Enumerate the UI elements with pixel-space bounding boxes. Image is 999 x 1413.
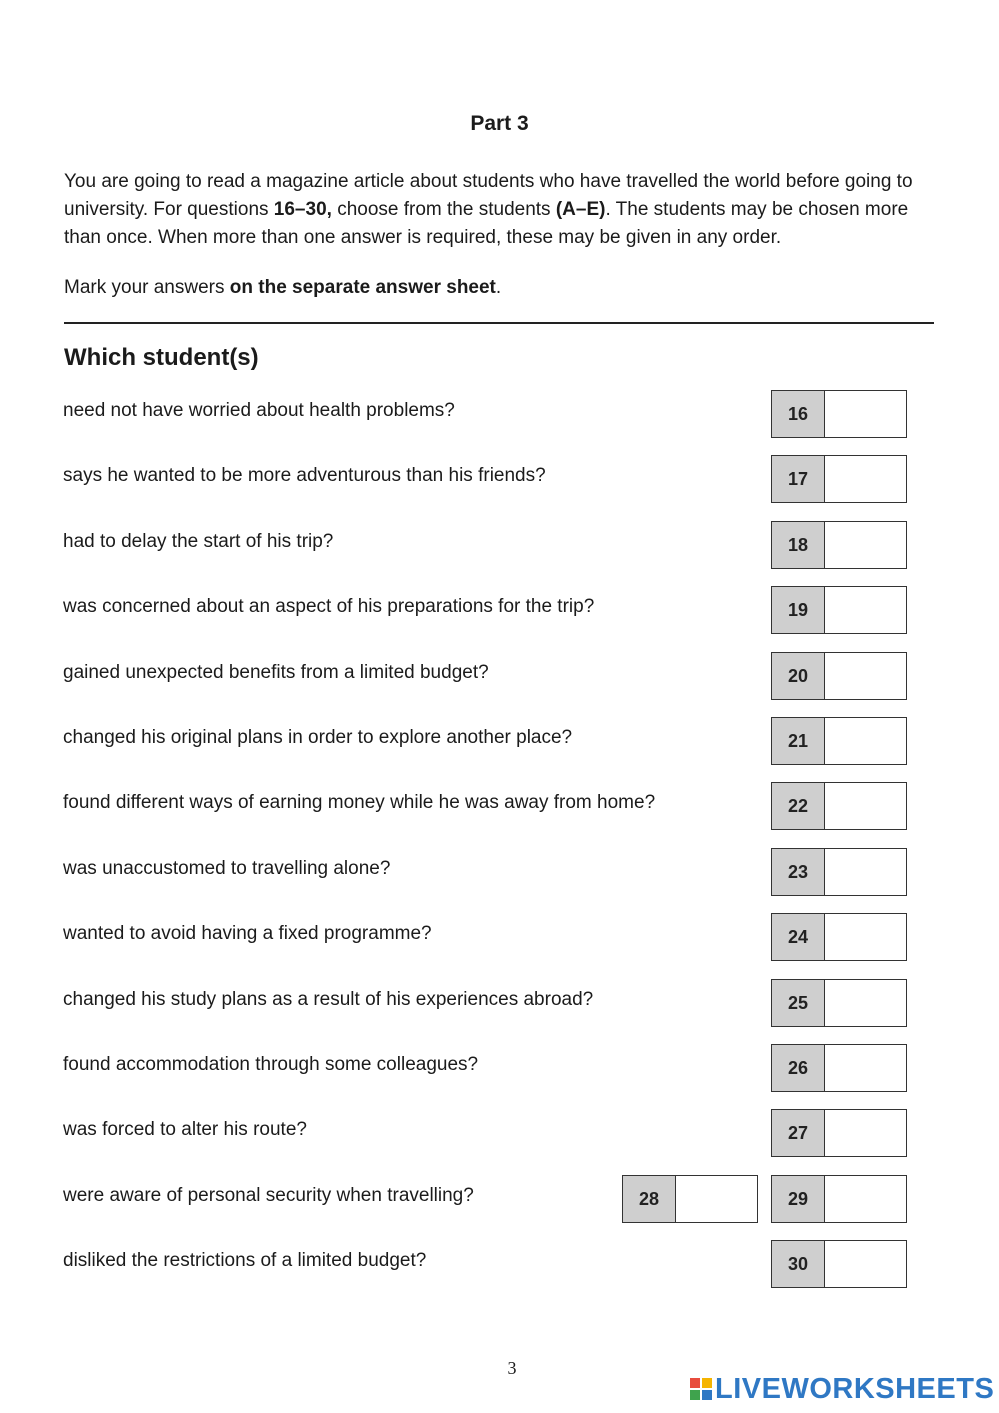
question-row [0, 390, 999, 442]
question-number: 28 [623, 1176, 676, 1222]
answer-sheet-emphasis: on the separate answer sheet [229, 277, 496, 298]
answer-box [622, 1175, 758, 1223]
question-number: 29 [772, 1176, 825, 1222]
answer-input[interactable] [825, 1176, 906, 1222]
question-number: 20 [772, 653, 825, 699]
question-row [0, 1109, 999, 1161]
answer-input[interactable] [825, 456, 906, 502]
question-row [0, 717, 999, 769]
answer-input[interactable] [825, 653, 906, 699]
answer-input[interactable] [825, 1241, 906, 1287]
question-number: 23 [772, 849, 825, 895]
question-number: 27 [772, 1110, 825, 1156]
answer-input[interactable] [676, 1176, 757, 1222]
answer-box [771, 717, 907, 765]
answer-box [771, 979, 907, 1027]
question-text: changed his study plans as a result of his experiences abroad? [63, 989, 594, 1010]
student-range: (A–E) [555, 199, 606, 220]
question-number: 16 [772, 391, 825, 437]
question-row [0, 455, 999, 507]
question-range: 16–30, [273, 199, 332, 220]
question-row [0, 586, 999, 638]
question-row [0, 1044, 999, 1096]
question-text: wanted to avoid having a fixed programme? [63, 923, 432, 944]
question-row [0, 782, 999, 834]
question-number: 19 [772, 587, 825, 633]
answer-box [771, 1240, 907, 1288]
answer-box [771, 390, 907, 438]
divider [64, 322, 934, 324]
question-number: 24 [772, 914, 825, 960]
question-text: says he wanted to be more adventurous than his friends? [63, 465, 546, 486]
liveworksheets-brand [690, 1372, 994, 1406]
mark-answers-line [64, 277, 501, 299]
question-row [0, 913, 999, 965]
instructions-text: choose from the students [331, 199, 556, 220]
liveworksheets-logo-icon [690, 1378, 712, 1400]
question-row [0, 652, 999, 704]
answer-box [771, 848, 907, 896]
question-row [0, 848, 999, 900]
answer-input[interactable] [825, 587, 906, 633]
question-number: 21 [772, 718, 825, 764]
question-text: disliked the restrictions of a limited budget? [63, 1250, 427, 1271]
answer-input[interactable] [825, 914, 906, 960]
question-row [0, 1175, 999, 1227]
question-row [0, 1240, 999, 1292]
page-number: 3 [507, 1358, 517, 1378]
answer-box [771, 1044, 907, 1092]
question-text: was forced to alter his route? [63, 1119, 307, 1140]
brand-text: LIVEWORKSHEETS [715, 1372, 995, 1405]
question-number: 26 [772, 1045, 825, 1091]
mark-text: Mark your answers [64, 277, 230, 298]
question-text: changed his original plans in order to explore another place? [63, 727, 573, 748]
question-text: found accommodation through some colleagues? [63, 1054, 479, 1075]
question-number: 17 [772, 456, 825, 502]
question-number: 30 [772, 1241, 825, 1287]
question-number: 18 [772, 522, 825, 568]
answer-input[interactable] [825, 849, 906, 895]
answer-input[interactable] [825, 1045, 906, 1091]
question-row [0, 979, 999, 1031]
mark-end: . [495, 277, 502, 298]
part-title: Part 3 [470, 112, 529, 135]
answer-box [771, 586, 907, 634]
instructions-text: You are going to read a magazine article about students who have travelled the world before going to university. For questions [64, 171, 913, 220]
question-text: were aware of personal security when travelling? [63, 1185, 474, 1206]
answer-input[interactable] [825, 980, 906, 1026]
question-text: had to delay the start of his trip? [63, 531, 334, 552]
question-text: found different ways of earning money while he was away from home? [63, 792, 656, 813]
answer-box [771, 1109, 907, 1157]
question-row [0, 521, 999, 573]
answer-input[interactable] [825, 718, 906, 764]
section-heading: Which student(s) [64, 344, 259, 371]
answer-box [771, 913, 907, 961]
question-text: gained unexpected benefits from a limited budget? [63, 662, 489, 683]
answer-box [771, 521, 907, 569]
answer-input[interactable] [825, 783, 906, 829]
answer-input[interactable] [825, 1110, 906, 1156]
question-number: 25 [772, 980, 825, 1026]
answer-box [771, 1175, 907, 1223]
instructions-paragraph [64, 168, 944, 252]
answer-input[interactable] [825, 522, 906, 568]
question-text: need not have worried about health problems? [63, 400, 455, 421]
question-text: was unaccustomed to travelling alone? [63, 858, 391, 879]
answer-box [771, 782, 907, 830]
question-text: was concerned about an aspect of his preparations for the trip? [63, 596, 595, 617]
question-number: 22 [772, 783, 825, 829]
answer-box [771, 652, 907, 700]
instructions-text: . The students may be chosen more than once. When more than one answer is required, these may be given in any order. [64, 199, 909, 248]
answer-box [771, 455, 907, 503]
answer-input[interactable] [825, 391, 906, 437]
